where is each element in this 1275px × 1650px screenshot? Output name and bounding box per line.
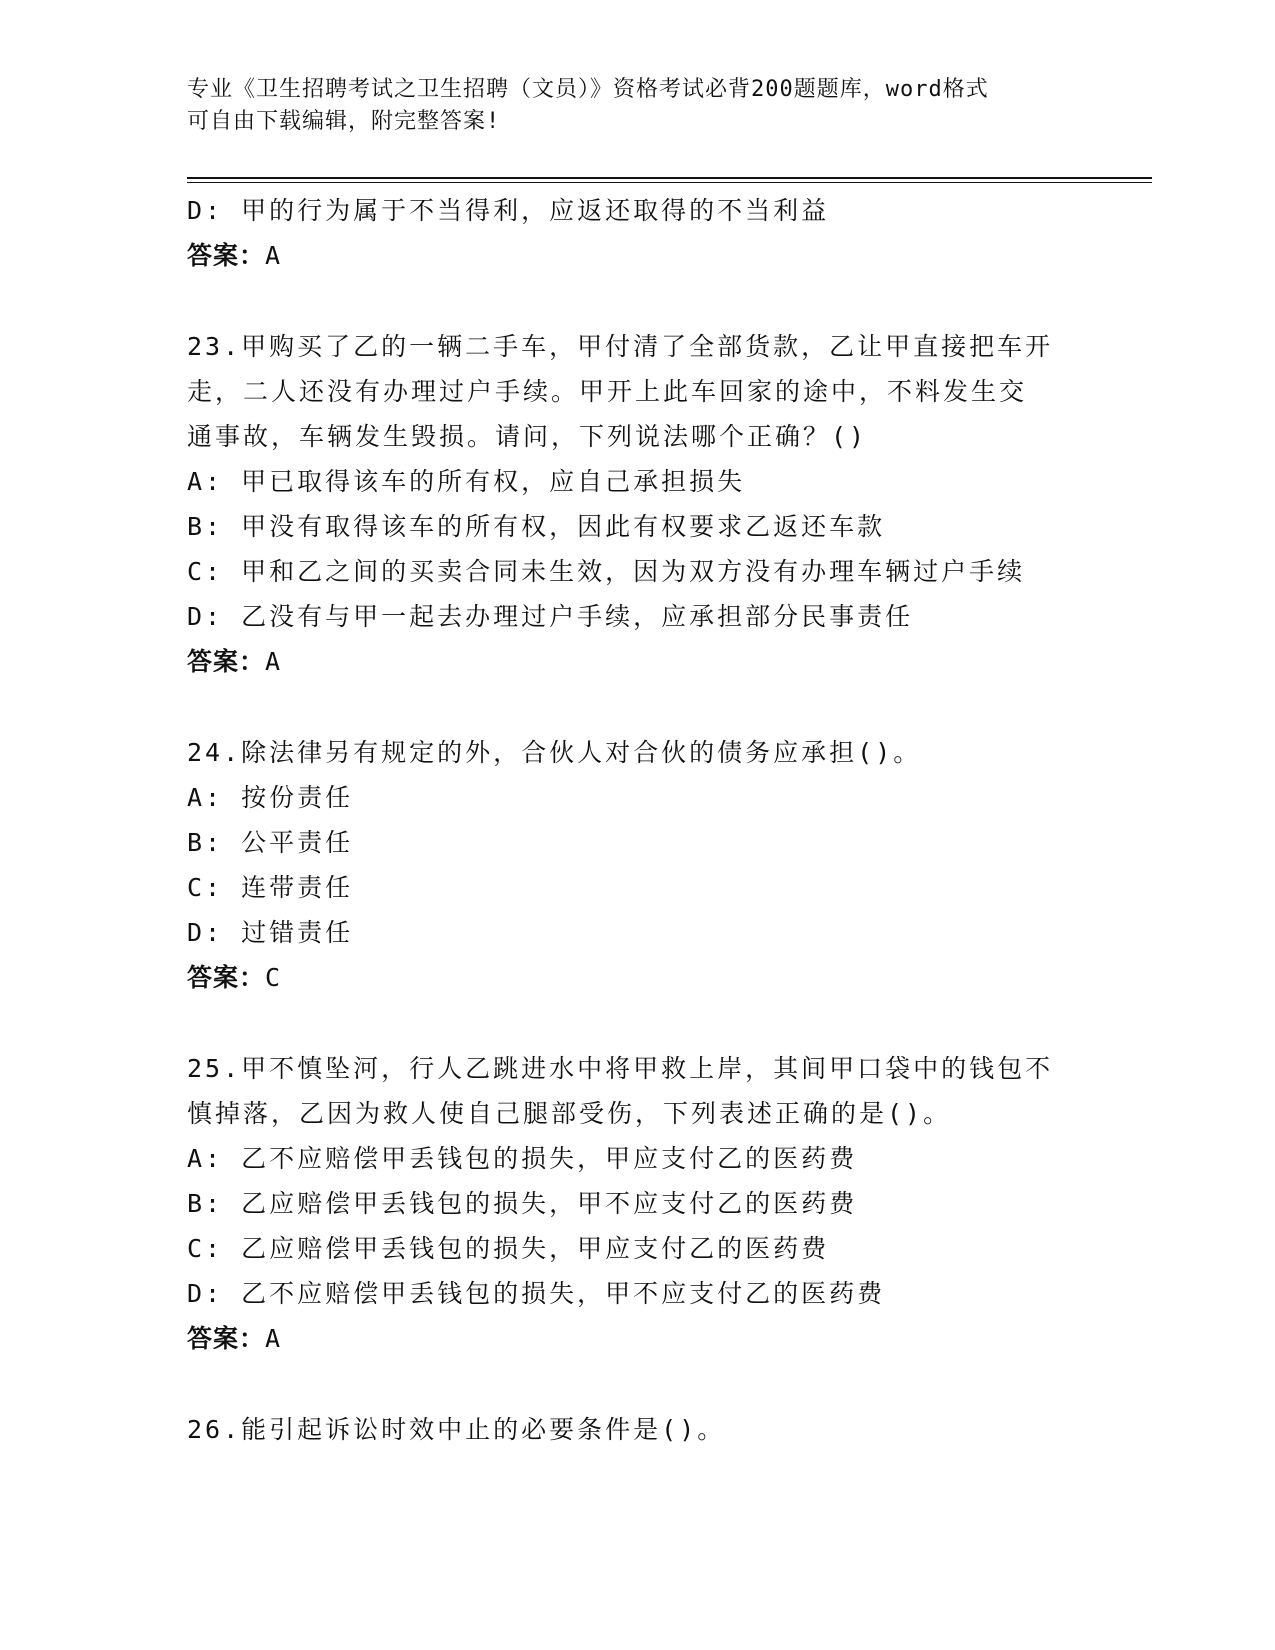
question-23 — [187, 324, 1087, 684]
option-a: A: 乙不应赔偿甲丢钱包的损失，甲应支付乙的医药费 — [187, 1144, 858, 1173]
option-a: A: 按份责任 — [187, 783, 354, 812]
option-c: C: 甲和乙之间的买卖合同未生效，因为双方没有办理车辆过户手续 — [187, 557, 1026, 586]
prev-answer — [187, 233, 1087, 278]
answer — [187, 639, 1087, 684]
question-stem-line: 慎掉落，乙因为救人使自己腿部受伤，下列表述正确的是()。 — [187, 1099, 952, 1128]
option-a: A: 甲已取得该车的所有权，应自己承担损失 — [187, 467, 746, 496]
answer-value: A — [265, 241, 282, 270]
question-stem-line: 26.能引起诉讼时效中止的必要条件是()。 — [187, 1415, 726, 1444]
document-header — [187, 74, 1067, 138]
header-line-2: 可自由下载编辑，附完整答案! — [187, 109, 501, 134]
option-c: C: 连带责任 — [187, 873, 354, 902]
question-25 — [187, 1046, 1087, 1361]
answer-value: A — [265, 647, 282, 676]
option-d: D: 过错责任 — [187, 918, 354, 947]
option-d: D: 乙没有与甲一起去办理过户手续，应承担部分民事责任 — [187, 602, 914, 631]
question-26 — [187, 1407, 1087, 1452]
answer-label: 答案： — [187, 647, 266, 676]
header-divider-thick — [187, 177, 1152, 179]
header-divider-thin — [187, 182, 1152, 183]
option-b: B: 公平责任 — [187, 828, 354, 857]
answer-label: 答案： — [187, 963, 266, 992]
question-stem-line: 23.甲购买了乙的一辆二手车，甲付清了全部货款，乙让甲直接把车开 — [187, 332, 1054, 361]
prev-option-d: D: 甲的行为属于不当得利，应返还取得的不当利益 — [187, 196, 830, 225]
option-b: B: 乙应赔偿甲丢钱包的损失，甲不应支付乙的医药费 — [187, 1189, 858, 1218]
option-c: C: 乙应赔偿甲丢钱包的损失，甲应支付乙的医药费 — [187, 1234, 830, 1263]
answer — [187, 1316, 1087, 1361]
option-b: B: 甲没有取得该车的所有权，因此有权要求乙返还车款 — [187, 512, 886, 541]
question-24 — [187, 730, 1087, 1000]
question-content — [187, 188, 1087, 1452]
question-stem-line: 通事故，车辆发生毁损。请问，下列说法哪个正确？() — [187, 422, 868, 451]
question-stem-line: 25.甲不慎坠河，行人乙跳进水中将甲救上岸，其间甲口袋中的钱包不 — [187, 1054, 1054, 1083]
answer — [187, 955, 1087, 1000]
answer-value: A — [265, 1324, 282, 1353]
question-stem-line: 24.除法律另有规定的外，合伙人对合伙的债务应承担()。 — [187, 738, 922, 767]
answer-value: C — [265, 963, 282, 992]
option-d: D: 乙不应赔偿甲丢钱包的损失，甲不应支付乙的医药费 — [187, 1279, 886, 1308]
question-stem-line: 走，二人还没有办理过户手续。甲开上此车回家的途中，不料发生交 — [187, 377, 1028, 406]
answer-label: 答案： — [187, 1324, 266, 1353]
header-line-1: 专业《卫生招聘考试之卫生招聘（文员）》资格考试必背200题题库，word格式 — [187, 77, 989, 102]
answer-label: 答案： — [187, 241, 266, 270]
